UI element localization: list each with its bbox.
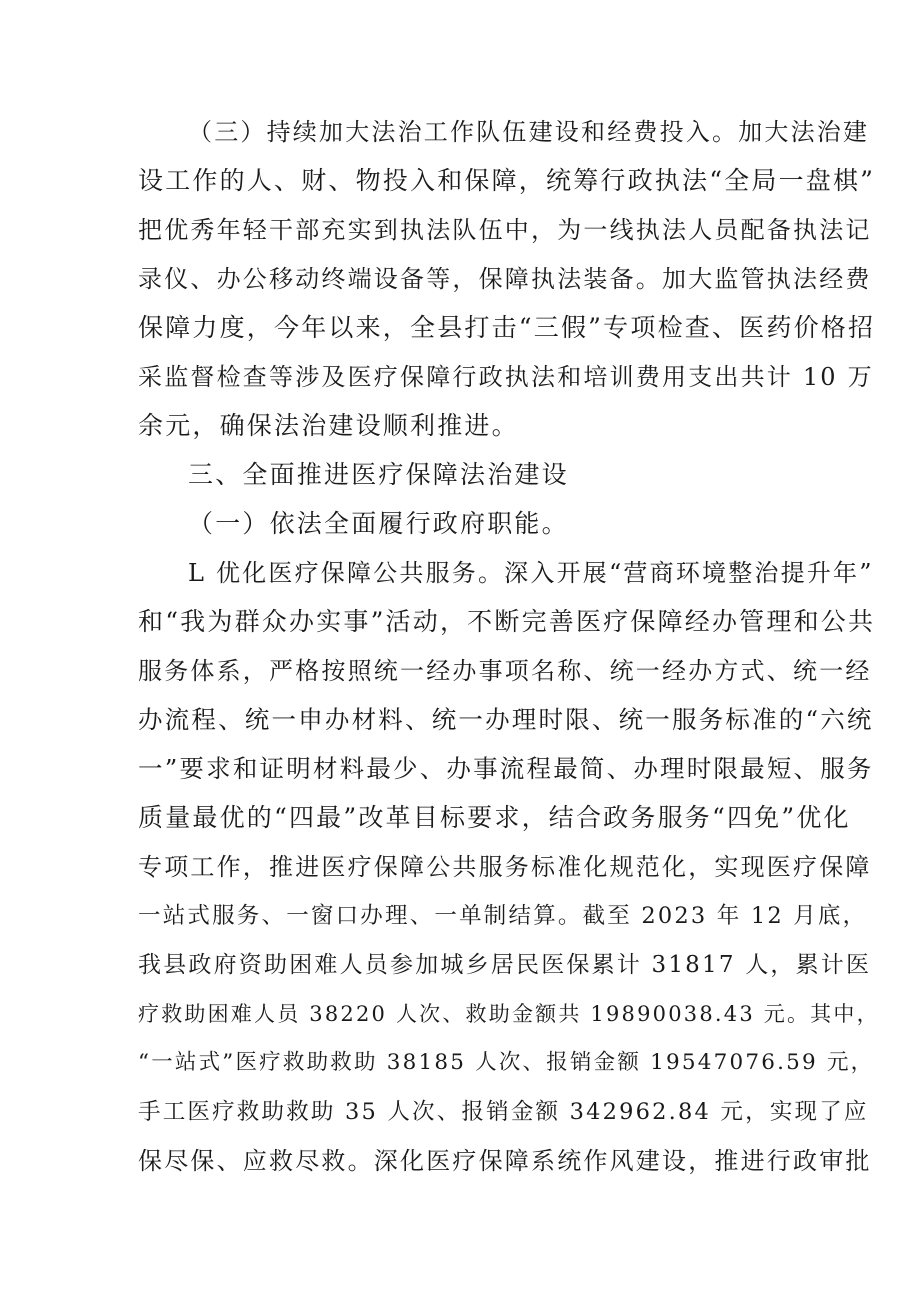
text-line: “一站式”医疗救助救助 38185 人次、报销金额 19547076.59 元，	[138, 1050, 875, 1075]
section-heading: 三、全面推进医疗保障法治建设	[188, 460, 569, 489]
text-line: 办流程、统一申办材料、统一办理时限、统一服务标准的“六统	[138, 705, 874, 734]
text-line: 一”要求和证明材料最少、办事流程最简、办理时限最短、服务	[138, 754, 874, 783]
text-line: L 优化医疗保障公共服务。深入开展“营商环境整治提升年”	[188, 559, 874, 587]
text-line: 把优秀年轻干部充实到执法队伍中，为一线执法人员配备执法记	[138, 216, 872, 244]
text-line: 余元，确保法治建设顺利推进。	[138, 411, 519, 440]
text-line: 和“我为群众办实事”活动，不断完善医疗保障经办管理和公共	[138, 607, 876, 636]
text-line: 一站式服务、一窗口办理、一单制结算。截至 2023 年 12 月底，	[138, 903, 868, 929]
text-line: 保尽保、应救尽救。深化医疗保障系统作风建设，推进行政审批	[138, 1147, 872, 1175]
text-line: （三）持续加大法治工作队伍建设和经费投入。加大法治建	[188, 118, 870, 146]
text-line: 录仪、办公移动终端设备等，保障执法装备。加大监管执法经费	[138, 265, 872, 293]
subsection-heading: （一）依法全面履行政府职能。	[188, 509, 569, 538]
text-line: 采监督检查等涉及医疗保障行政执法和培训费用支出共计 10 万	[138, 363, 874, 391]
text-line: 质量最优的“四最”改革目标要求，结合政务服务“四免”优化	[138, 803, 851, 832]
text-line: 专项工作，推进医疗保障公共服务标准化规范化，实现医疗保障	[138, 853, 872, 881]
text-line: 我县政府资助困难人员参加城乡居民医保累计 31817 人，累计医	[138, 952, 872, 978]
text-line: 疗救助困难人员 38220 人次、救助金额共 19890038.43 元。其中，	[138, 1002, 880, 1026]
text-line: 设工作的人、财、物投入和保障，统筹行政执法“全局一盘棋”	[138, 166, 876, 195]
text-line: 保障力度，今年以来，全县打击“三假”专项检查、医药价格招	[138, 313, 876, 342]
text-line: 服务体系，严格按照统一经办事项名称、统一经办方式、统一经	[138, 657, 872, 685]
text-line: 手工医疗救助救助 35 人次、报销金额 342962.84 元，实现了应	[138, 1099, 869, 1125]
